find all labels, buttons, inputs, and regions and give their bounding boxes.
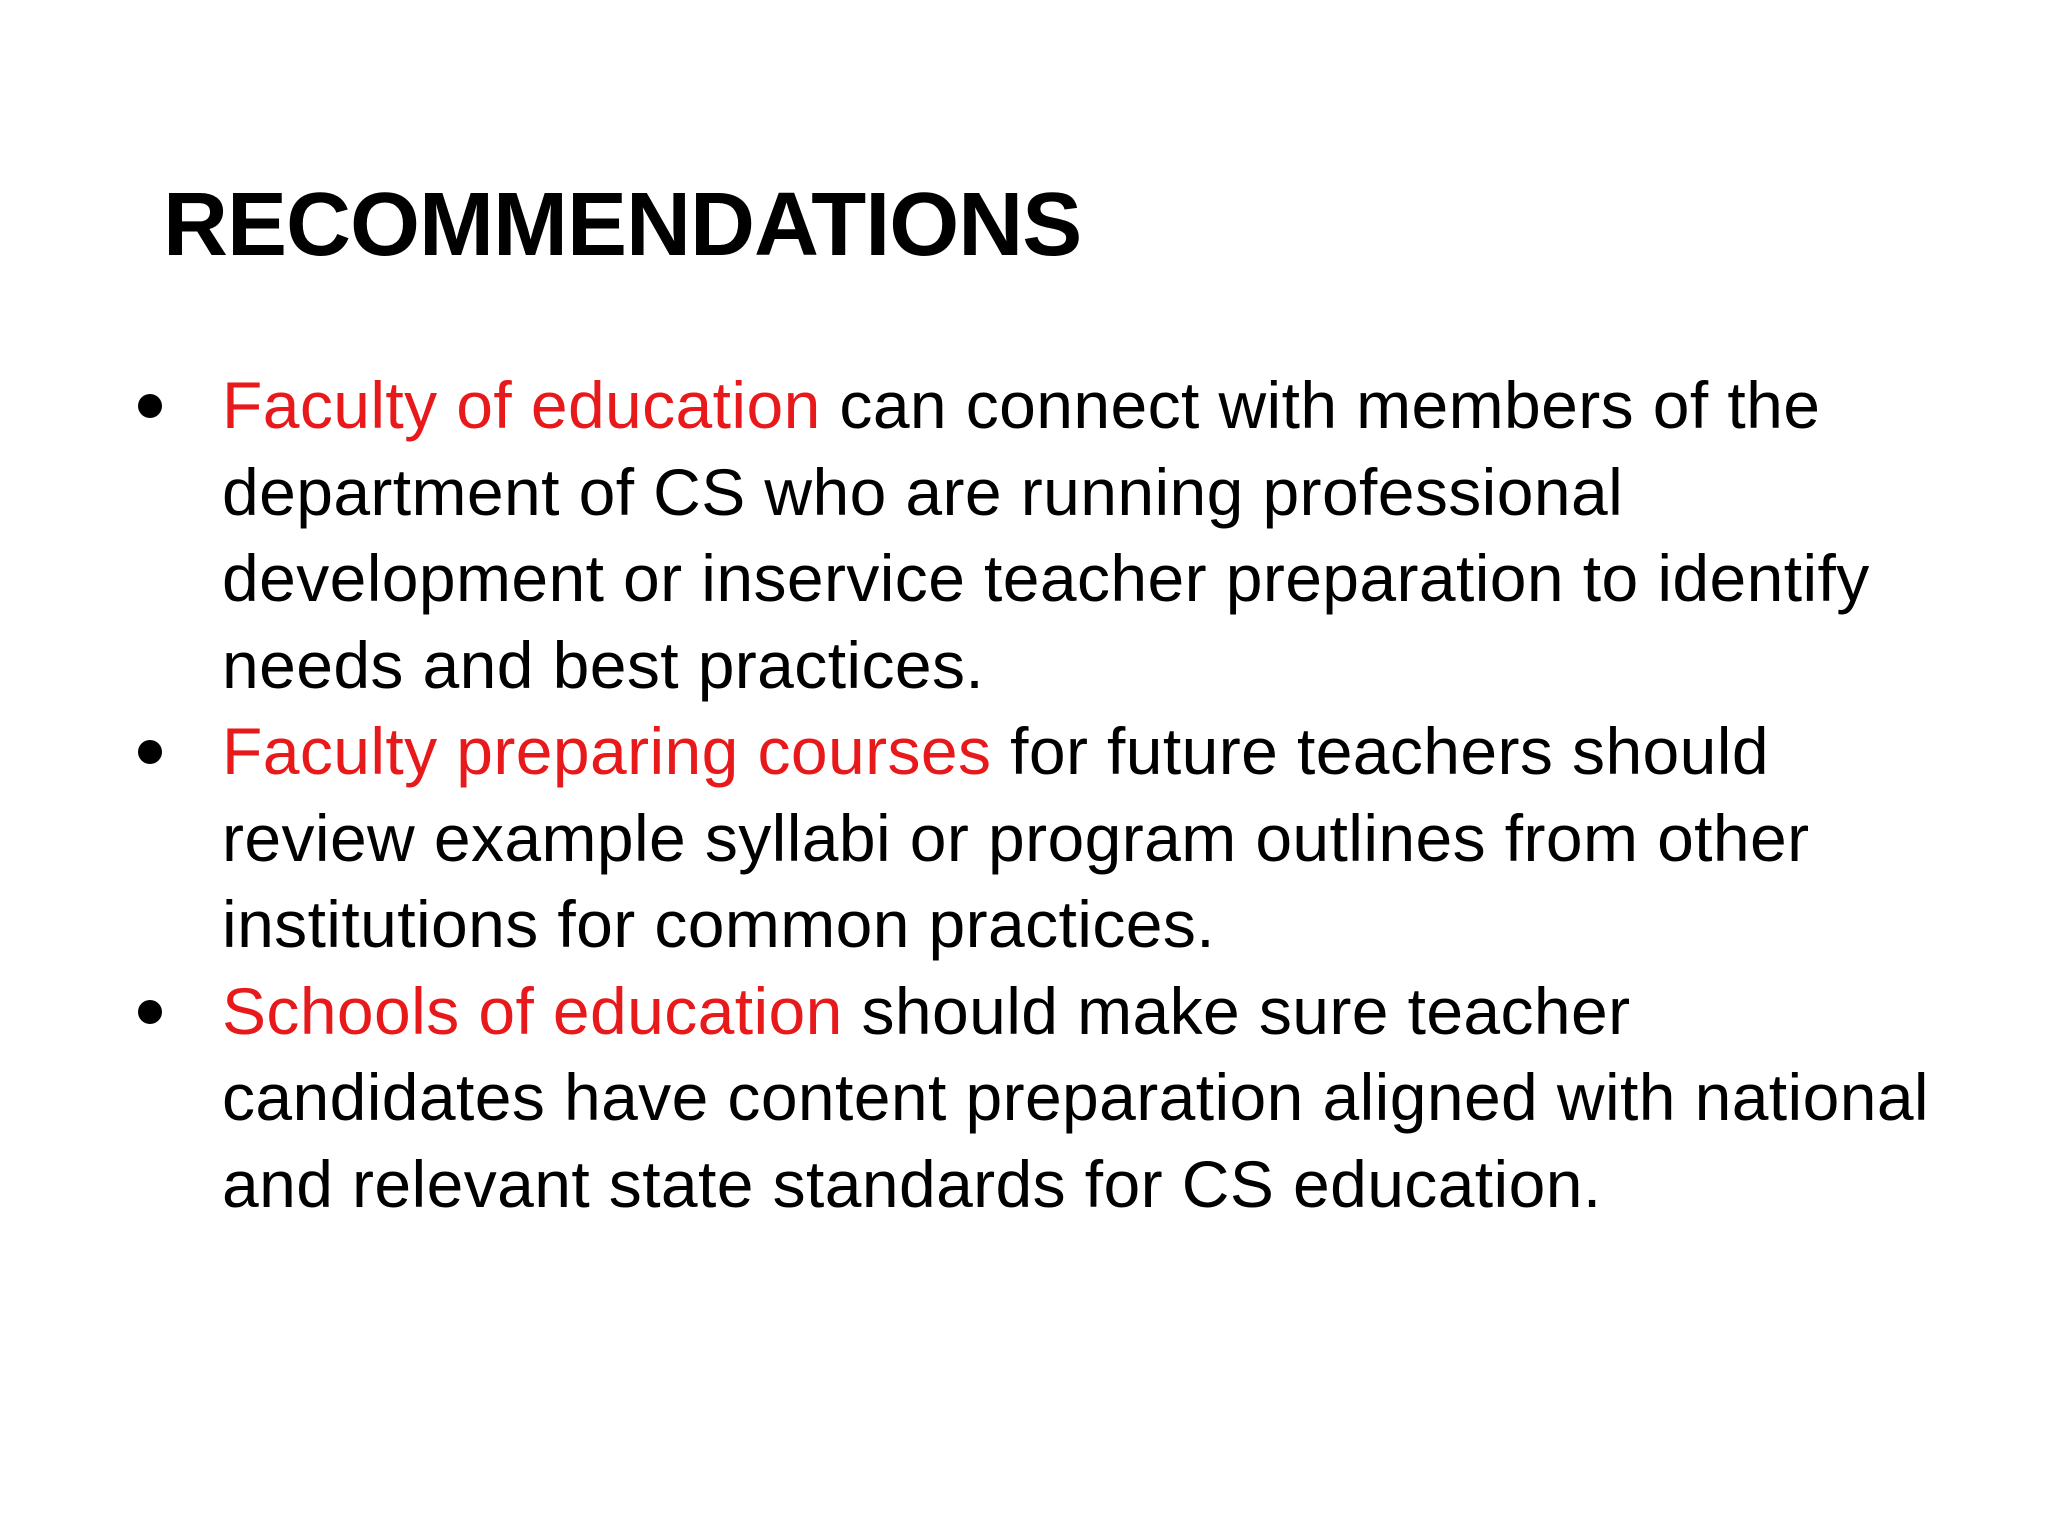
bullet-highlight: Faculty of education [222,368,821,442]
bullet-highlight: Faculty preparing courses [222,714,992,788]
bullet-item-1 [132,362,1962,708]
bullet-item-3 [132,968,1962,1228]
bullet-text: for future teachers should review example syllabi or program outlines from other institutions for common practices. [222,714,1810,961]
bullet-highlight: Schools of education [222,973,843,1048]
bullet-text: should make sure teacher candidates have content preparation aligned with national and relevant state standards for CS education. [222,973,1929,1221]
bullet-dot-icon [138,1000,162,1024]
slide-title: RECOMMENDATIONS [163,175,1082,275]
bullet-text: can connect with members of the department of CS who are running professional development or inservice teacher preparation to identify needs and best practices. [222,368,1870,702]
recommendations-list [132,362,1962,1227]
bullet-item-2 [132,708,1962,968]
bullet-dot-icon [138,740,162,764]
bullet-dot-icon [138,394,162,418]
